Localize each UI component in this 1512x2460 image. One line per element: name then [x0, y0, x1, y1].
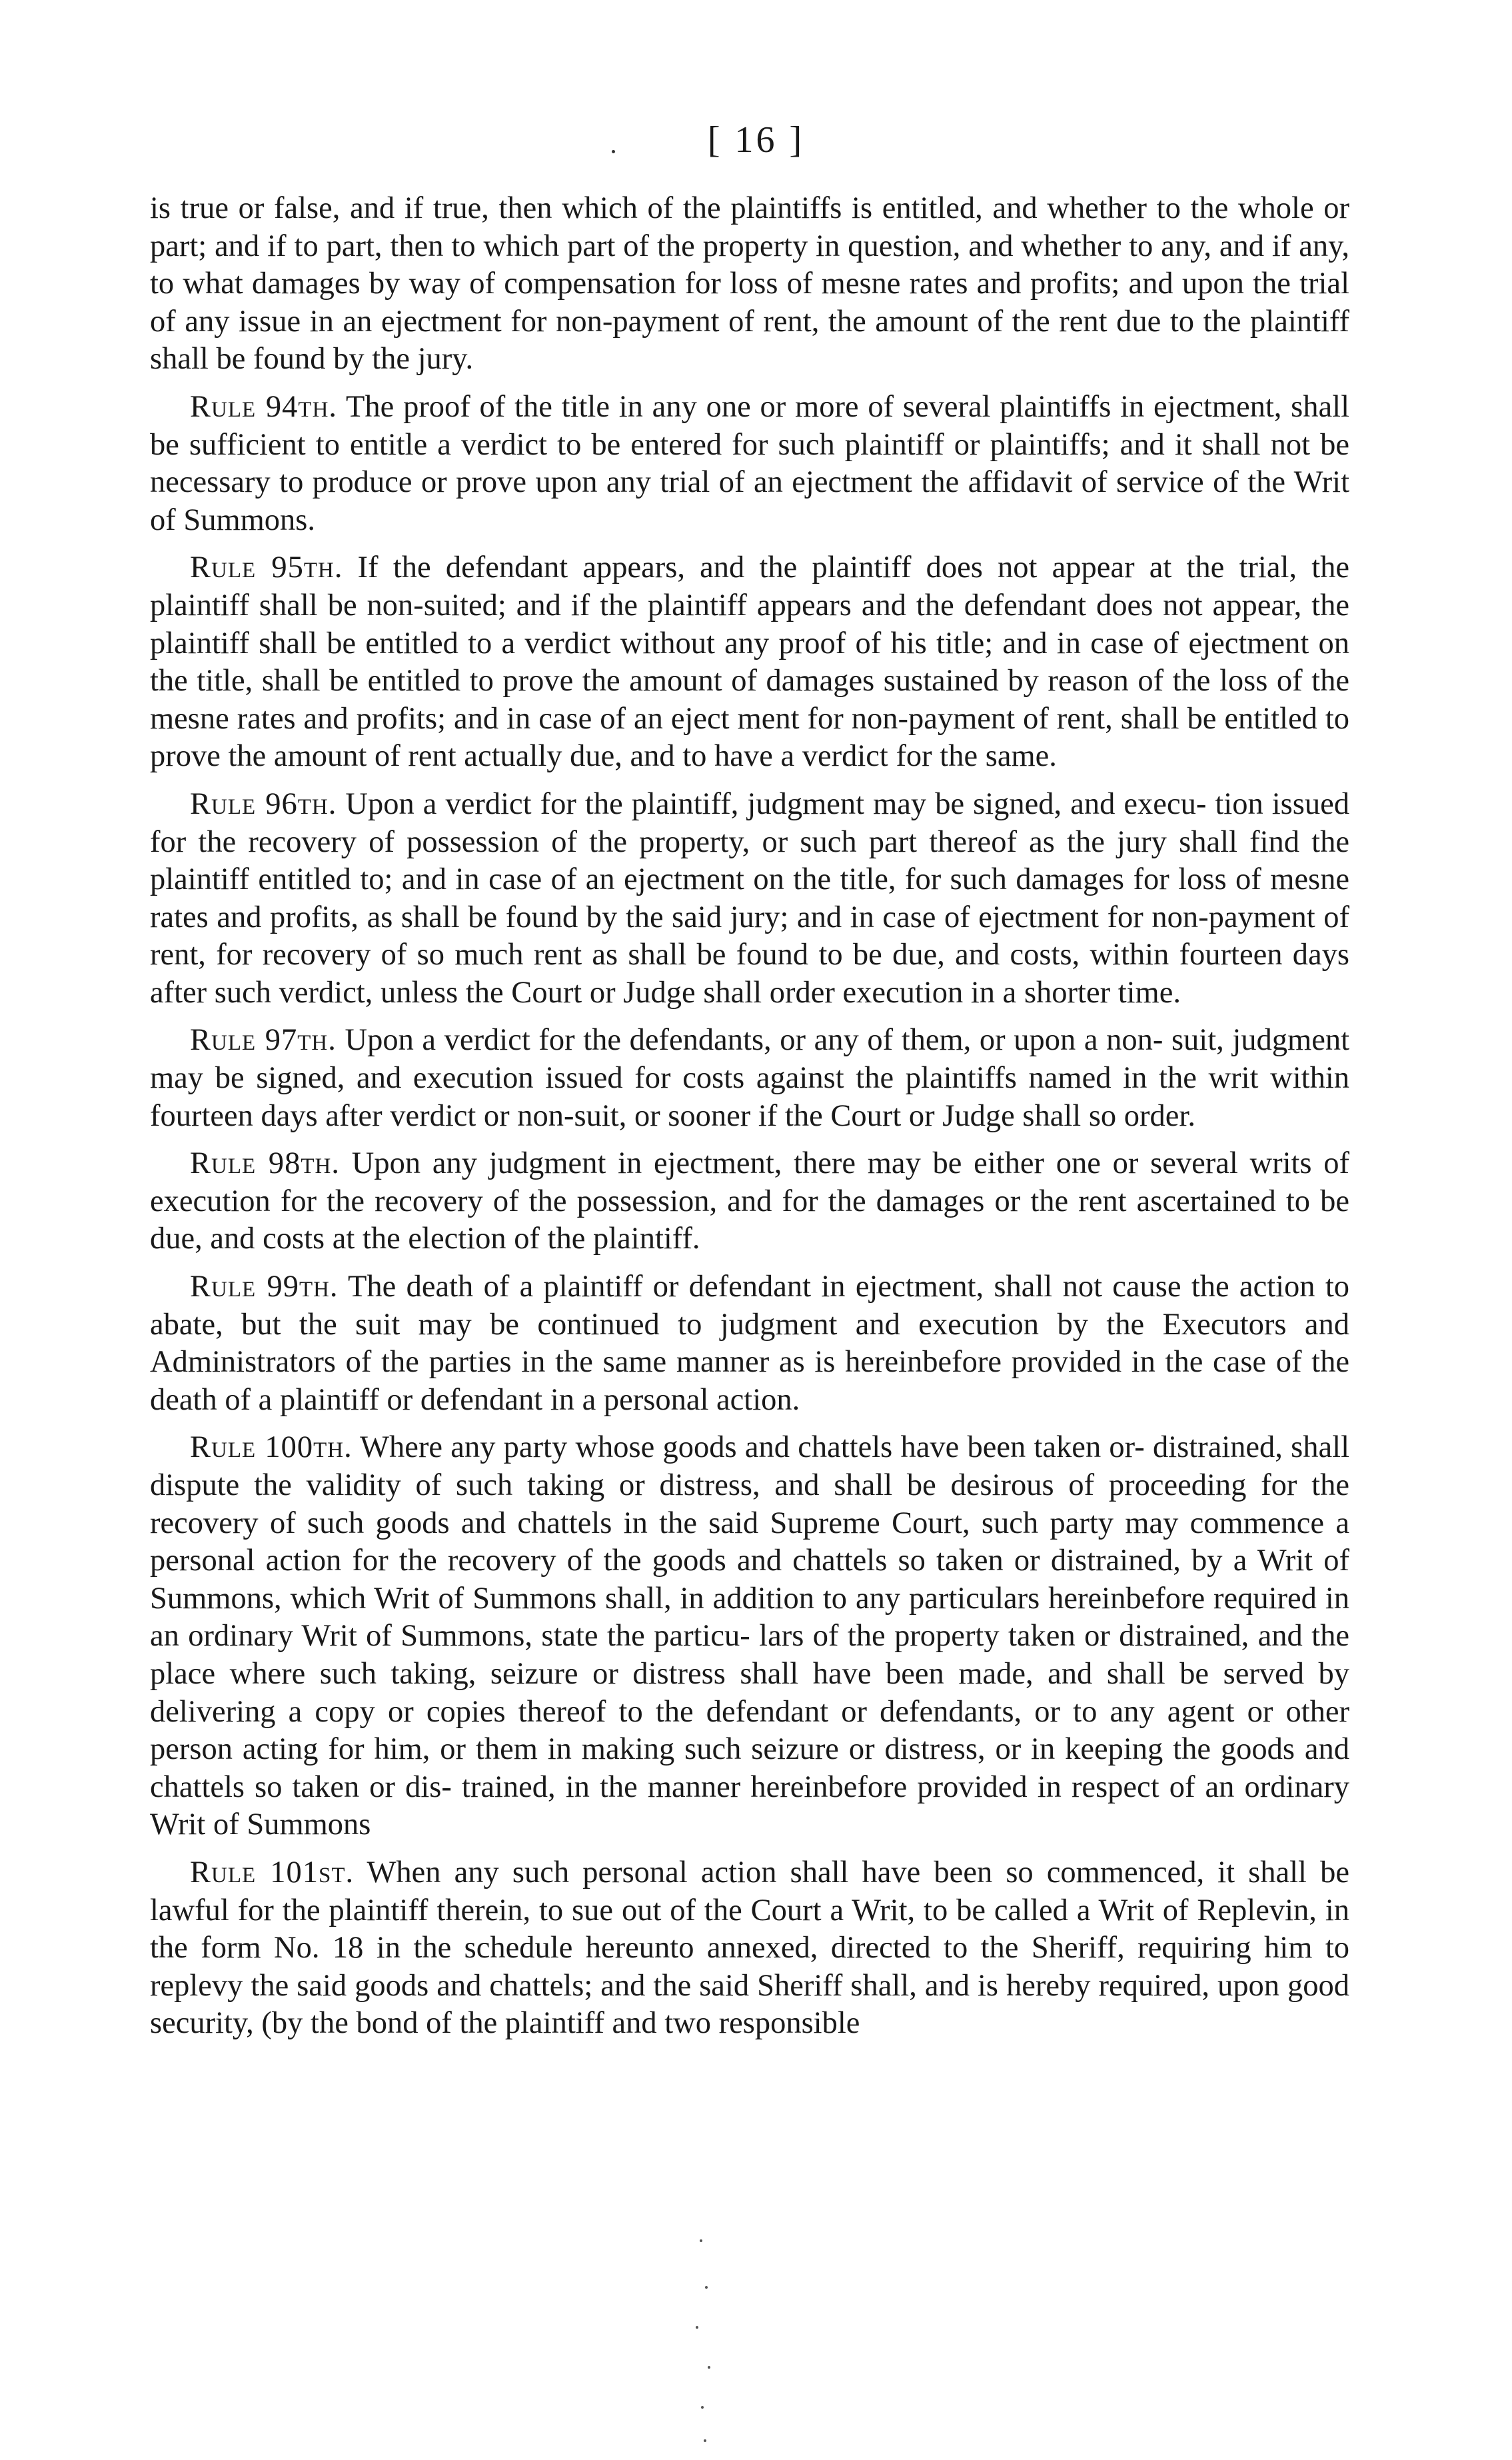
paragraph-text: When any such personal action shall have been so commenced, it shall be lawful for the plaintiff therein, to sue out of the Court a Writ, to be called a Writ of Replevin, in the form No. 18 in the schedule hereunto annexed, directed to the Sheriff, requiring him to replevy the said goods and chattels; and the said Sheriff shall, and is hereby required, upon good security, (by the bond of the plaintiff and two responsible [150, 1855, 1349, 2041]
paragraph-text: Where any party whose goods and chattels have been taken or- distrained, shall dispute the validity of such taking or distress, and shall be desirous of proceeding for the recovery of such goods and chattels in the said Supreme Court, such party may commence a personal action for the recovery of the goods and chattels so taken or distrained, by a Writ of Summons, which Writ of Summons shall, in addition to any particulars hereinbefore required in an ordinary Writ of Summons, state the particu- lars of the property taken or distrained, and the place where such taking, seizure or distress shall have been made, and shall be served by delivering a copy or copies thereof to the defendant or defendants, or to any agent or other person acting for him, or them in making such seizure or distress, or in keeping the goods and chattels so taken or dis- trained, in the manner hereinbefore provided in respect of an ordinary Writ of Summons [150, 1430, 1349, 1842]
noise-dot [701, 2406, 704, 2409]
noise-dot [696, 2326, 698, 2329]
paragraph-text: Upon a verdict for the plaintiff, judgment may be signed, and execu- tion issued for the recovery of possession of the property, or such part thereof as the jury shall find the plaintiff entitled to; and in case of an ejectment on the title, for such damages for loss of mesne rates and profits, as shall be found by the said jury; and in case of ejectment for non-payment of rent, for recovery of so much rent as shall be found to be due, and costs, within fourteen days after such verdict, unless the Court or Judge shall order execution in a shorter time. [150, 786, 1350, 1010]
paragraph-text: Upon any judgment in ejectment, there may be either one or several writs of execution for the recovery of the possession, and for the damages or the rent ascertained to be due, and costs at the election of the plaintiff. [150, 1146, 1350, 1256]
paragraph-rule-98 [150, 1145, 1349, 1258]
paragraph-rule-94 [150, 389, 1349, 539]
paragraph-rule-95 [150, 549, 1349, 776]
paragraph-text: The proof of the title in any one or more of several plaintiffs in ejectment, shall be sufficient to entitle a verdict to be entered for such plaintiff or plaintiffs; and it shall not be necessary to produce or prove upon any trial of an ejectment the affidavit of service of the Writ of Summons. [150, 389, 1349, 537]
paragraph-rule-99 [150, 1268, 1349, 1419]
paragraph-rule-96 [150, 786, 1349, 1012]
noise-dot [705, 2286, 708, 2289]
rule-label: Rule 94th. [190, 389, 338, 424]
paragraph-text: If the defendant appears, and the plaintiff does not appear at the trial, the plaintiff shall be non-suited; and if the plaintiff appears and the defendant does not appear, the plaintiff shall be entitled to a verdict without any proof of his title; and in case of ejectment on the title, shall be entitled to prove the amount of damages sustained by reason of the loss of the mesne rates and profits; and in case of an eject ment for non-payment of rent, shall be entitled to prove the amount of rent actually due, and to have a verdict for the same. [150, 551, 1349, 774]
ink-speck [612, 150, 615, 153]
paragraph-continuation [150, 190, 1349, 379]
paragraph-rule-101 [150, 1854, 1349, 2043]
scan-noise-dots [686, 2239, 726, 2453]
rule-label: Rule 96th. [190, 786, 337, 821]
noise-dot [708, 2366, 710, 2369]
rule-label: Rule 95th. [190, 551, 343, 585]
rule-label: Rule 99th. [190, 1270, 339, 1304]
paragraph-text: Upon a verdict for the defendants, or any of them, or upon a non- suit, judgment may be signed, and execution issued for costs against the plaintiffs named in the writ within fourteen days after verdict or non-suit, or sooner if the Court or Judge shall so order. [150, 1023, 1350, 1133]
rule-label: Rule 101st. [190, 1855, 355, 1889]
paragraph-rule-97 [150, 1022, 1349, 1135]
noise-dot [704, 2439, 706, 2442]
page-number: [ 16 ] [707, 119, 805, 161]
paragraph-text: The death of a plaintiff or defendant in ejectment, shall not cause the action to abate, but the suit may be continued to judgment and execution by the Executors and Administrators of the parties in the same manner as is hereinbefore provided in the case of the death of a plaintiff or defendant in a personal action. [150, 1270, 1349, 1417]
body-text [150, 190, 1349, 2053]
noise-dot [700, 2239, 702, 2242]
rule-label: Rule 100th. [190, 1430, 353, 1465]
paragraph-rule-100 [150, 1429, 1349, 1844]
rule-label: Rule 97th. [190, 1023, 337, 1058]
rule-label: Rule 98th. [190, 1146, 341, 1181]
paragraph-text: is true or false, and if true, then which of the plaintiffs is entitled, and whether to the whole or part; and if to part, then to which part of the property in question, and whether to any, and if any, to what damages by way of compensation for loss of mesne rates and profits; and upon the trial of any issue in an ejectment for non-payment of rent, the amount of the rent due to the plaintiff shall be found by the jury. [150, 191, 1349, 377]
